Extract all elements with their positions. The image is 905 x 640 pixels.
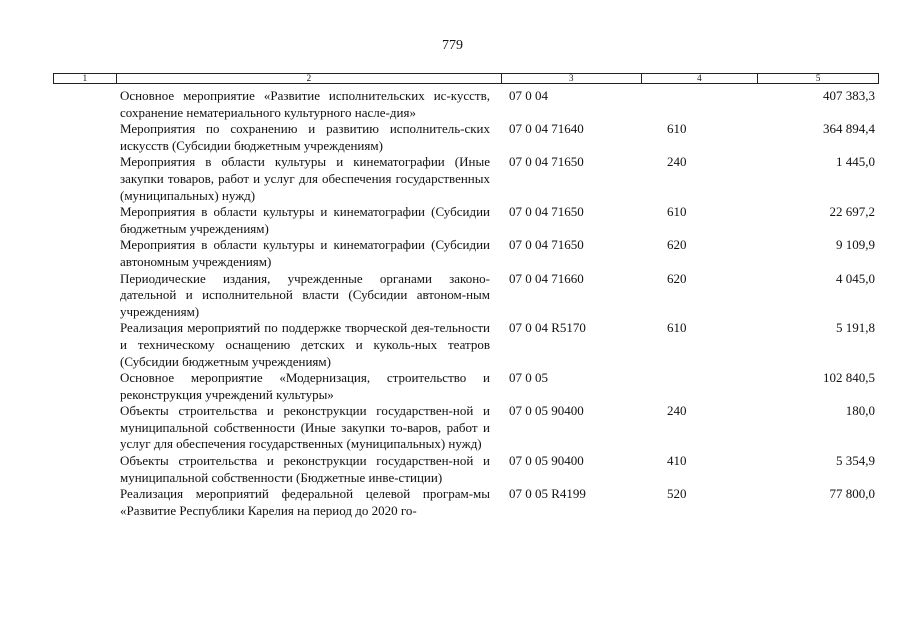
row-code: 07 0 04 71640: [509, 121, 584, 137]
table-row: [0, 154, 905, 204]
row-amount: 180,0: [845, 403, 875, 419]
row-code: 07 0 04 71650: [509, 204, 584, 220]
row-expense-type: 410: [667, 453, 687, 469]
row-amount: 5 191,8: [836, 320, 875, 336]
table-row: [0, 486, 905, 519]
page-number: 779: [442, 38, 463, 53]
row-expense-type: 620: [667, 237, 687, 253]
header-cell-4: 4: [642, 74, 759, 83]
row-code: 07 0 05 90400: [509, 453, 584, 469]
row-code: 07 0 04: [509, 88, 548, 103]
table-row: [0, 320, 905, 370]
row-code: 07 0 05 90400: [509, 403, 584, 419]
row-name: Мероприятия в области культуры и кинематографии (Иные закупки товаров, работ и услуг для обеспечения государственных (муниципальных) нужд): [120, 154, 490, 203]
row-code: 07 0 05: [509, 370, 548, 386]
row-amount: 77 800,0: [829, 486, 875, 502]
row-code: 07 0 05 R4199: [509, 486, 586, 502]
row-code: 07 0 04 71650: [509, 154, 584, 170]
row-name: Основное мероприятие «Модернизация, строительство и реконструкция учреждений культуры»: [120, 370, 490, 402]
row-amount: 1 445,0: [836, 154, 875, 170]
row-name: Мероприятия в области культуры и кинематографии (Субсидии автономным учреждениям): [120, 237, 490, 269]
row-amount: 102 840,5: [823, 370, 875, 386]
row-code: 07 0 04 R5170: [509, 320, 586, 336]
header-cell-2: 2: [117, 74, 502, 83]
table-row: [0, 403, 905, 453]
row-expense-type: 520: [667, 486, 687, 502]
row-amount: 407 383,3: [823, 88, 875, 103]
row-expense-type: 620: [667, 270, 687, 286]
row-expense-type: 610: [667, 204, 687, 220]
row-name: Реализация мероприятий федеральной целевой програм-мы «Развитие Республики Карелия на период до 2020 го-: [120, 486, 490, 518]
row-name: Объекты строительства и реконструкции государствен-ной и муниципальной собственности (Иные закупки то-варов, работ и услуг для обеспечения государственных (муниципальных) нужд): [120, 403, 490, 452]
header-cell-3: 3: [502, 74, 642, 83]
row-name: Мероприятия в области культуры и кинематографии (Субсидии бюджетным учреждениям): [120, 204, 490, 236]
row-amount: 364 894,4: [823, 121, 875, 137]
header-cell-5: 5: [815, 73, 821, 83]
row-expense-type: 610: [667, 320, 687, 336]
table-row: [0, 237, 905, 270]
row-amount: 5 354,9: [836, 453, 875, 469]
row-name: Основное мероприятие «Развитие исполнительских ис-кусств, сохранение нематериального культурного насле-дия»: [120, 88, 490, 120]
row-expense-type: 610: [667, 121, 687, 137]
table-row: [0, 271, 905, 321]
row-name: Объекты строительства и реконструкции государствен-ной и муниципальной собственности (Бюджетные инве-стиции): [120, 453, 490, 485]
header-cell-1: 1: [54, 74, 117, 83]
row-code: 07 0 04 71660: [509, 270, 584, 286]
table-row: [0, 370, 905, 403]
row-expense-type: 240: [667, 403, 687, 419]
table-row: [0, 88, 905, 121]
row-name: Мероприятия по сохранению и развитию исполнитель-ских искусств (Субсидии бюджетным учреждениям): [120, 121, 490, 153]
table-body: [0, 88, 905, 519]
row-name: Реализация мероприятий по поддержке творческой дея-тельности и техническому оснащению детских и куколь-ных театров (Субсидии бюджетным учреждениям): [120, 320, 490, 369]
table-header-row: [53, 73, 879, 84]
table-row: [0, 204, 905, 237]
row-code: 07 0 04 71650: [509, 237, 584, 253]
row-amount: 9 109,9: [836, 237, 875, 253]
row-expense-type: 240: [667, 154, 687, 170]
row-amount: 4 045,0: [836, 270, 875, 286]
row-amount: 22 697,2: [829, 204, 875, 220]
row-name: Периодические издания, учрежденные органами законо-дательной и исполнительной власти (Субсидии автоном-ным учреждениям): [120, 270, 490, 319]
table-row: [0, 453, 905, 486]
table-row: [0, 121, 905, 154]
